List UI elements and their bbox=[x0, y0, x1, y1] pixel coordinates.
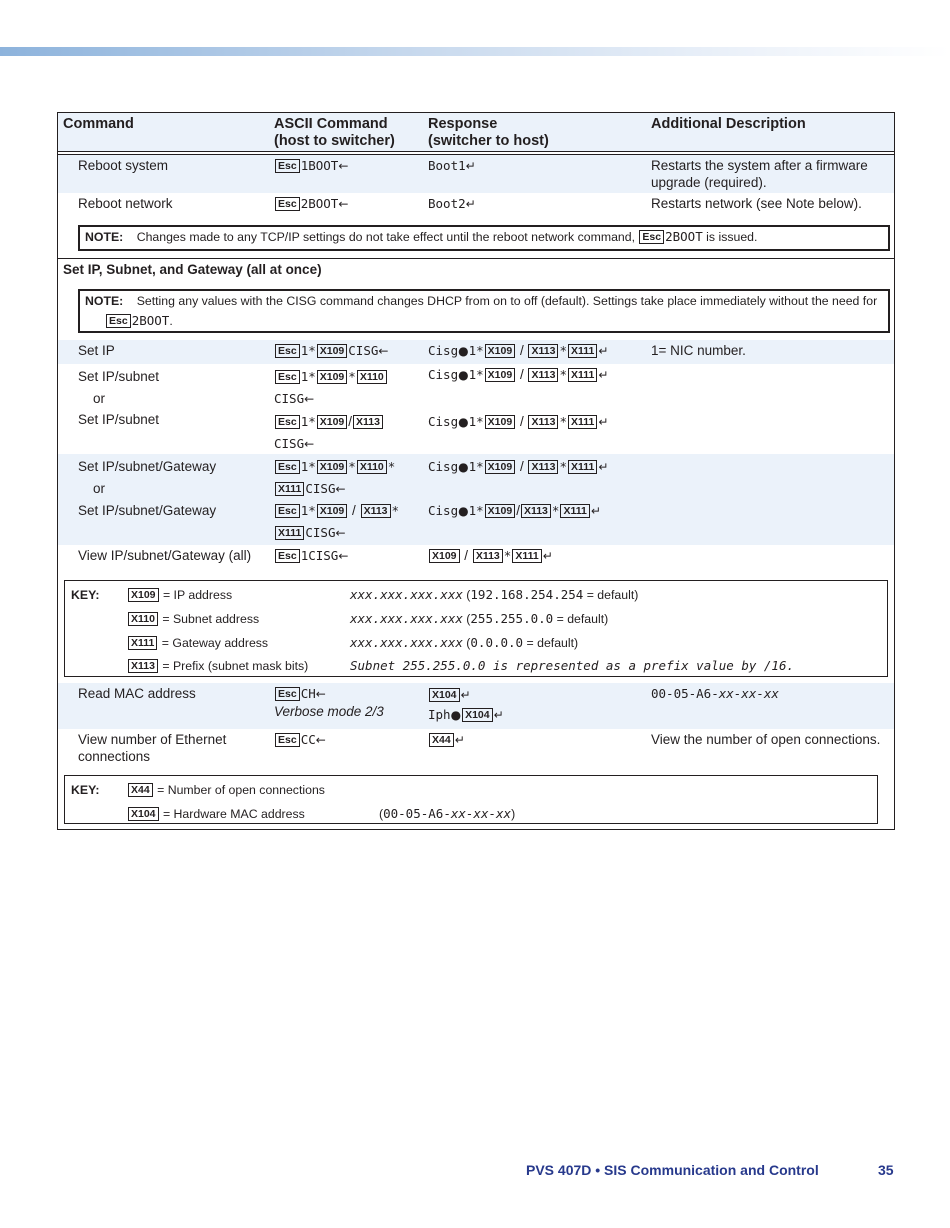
row-label: Set IP/subnet bbox=[78, 369, 160, 384]
response bbox=[428, 157, 476, 175]
space-dot-icon: ● bbox=[458, 415, 469, 429]
command-text: 1BOOT bbox=[300, 158, 339, 173]
token: * bbox=[391, 503, 400, 518]
key-paren: ( bbox=[462, 636, 471, 650]
key-format: xxx.xxx.xxx.xxx bbox=[350, 611, 463, 626]
esc-key-icon: Esc bbox=[275, 549, 300, 563]
variable-box: X104 bbox=[462, 708, 493, 722]
send-arrow-icon: ← bbox=[335, 482, 346, 496]
token: CISG bbox=[274, 391, 305, 406]
token: * bbox=[551, 503, 560, 518]
variable-box: X109 bbox=[317, 415, 348, 429]
space-dot-icon: ● bbox=[450, 708, 462, 722]
row-set-ip-subnet-2 bbox=[58, 409, 894, 454]
token: 1 bbox=[300, 369, 309, 384]
footer-title: PVS 407D • SIS Communication and Control bbox=[526, 1162, 819, 1178]
ascii-command bbox=[274, 195, 348, 213]
token: 1 bbox=[468, 459, 477, 474]
esc-key-icon: Esc bbox=[275, 159, 300, 173]
variable-box: X113 bbox=[528, 344, 558, 358]
space-dot-icon: ● bbox=[458, 368, 469, 382]
enter-icon: ↵ bbox=[598, 415, 609, 429]
key-paren: ( bbox=[462, 612, 471, 626]
token: / bbox=[352, 503, 356, 518]
key-value bbox=[379, 806, 515, 822]
token: * bbox=[387, 459, 396, 474]
page-number: 35 bbox=[878, 1162, 894, 1178]
row-label: Read MAC address bbox=[78, 686, 196, 701]
row-label: Set IP/subnet bbox=[78, 412, 160, 427]
key-paren: ( bbox=[379, 807, 384, 821]
description: View the number of open connections. bbox=[651, 732, 881, 747]
variable-box: X113 bbox=[353, 415, 383, 429]
ascii-command bbox=[274, 547, 348, 565]
key-item bbox=[127, 635, 268, 651]
key-item bbox=[127, 587, 232, 603]
token: * bbox=[476, 459, 484, 474]
note-label: NOTE: bbox=[85, 230, 124, 244]
response bbox=[428, 731, 465, 749]
enter-icon: ↵ bbox=[590, 504, 601, 518]
key-item bbox=[127, 782, 325, 798]
variable-box: X109 bbox=[429, 549, 460, 563]
table-header bbox=[58, 113, 894, 151]
response bbox=[428, 547, 553, 565]
variable-box: X111 bbox=[568, 368, 597, 382]
response-text: Iph bbox=[428, 707, 451, 722]
ascii-command bbox=[274, 411, 384, 455]
ascii-command bbox=[274, 731, 326, 749]
variable-box: X109 bbox=[485, 368, 516, 382]
variable-box: X113 bbox=[528, 415, 558, 429]
token: * bbox=[308, 343, 316, 358]
response bbox=[428, 685, 504, 725]
variable-box: X110 bbox=[357, 460, 387, 474]
key-desc: = Number of open connections bbox=[157, 783, 325, 797]
space-dot-icon: ● bbox=[458, 344, 469, 358]
enter-icon: ↵ bbox=[598, 344, 609, 358]
response bbox=[428, 456, 608, 522]
row-reboot-system bbox=[58, 155, 894, 193]
token: CISG bbox=[305, 525, 336, 540]
variable-box: X109 bbox=[317, 460, 348, 474]
token: / bbox=[519, 343, 524, 358]
variable-box: X111 bbox=[128, 636, 157, 650]
token: * bbox=[348, 459, 356, 474]
esc-key-icon: Esc bbox=[639, 230, 664, 244]
row-label: View number of Ethernet bbox=[78, 732, 227, 747]
enter-icon: ↵ bbox=[465, 197, 476, 211]
token: CISG bbox=[274, 436, 305, 451]
section-divider bbox=[58, 258, 894, 259]
token: / bbox=[348, 414, 353, 429]
key-suffix: = default) bbox=[523, 636, 579, 650]
variable-box: X110 bbox=[357, 370, 387, 384]
token: * bbox=[308, 369, 316, 384]
esc-key-icon: Esc bbox=[275, 460, 300, 474]
enter-icon: ↵ bbox=[465, 159, 476, 173]
response bbox=[428, 342, 608, 360]
token: Cisg bbox=[428, 367, 459, 382]
key-value bbox=[350, 611, 608, 627]
key-default: 255.255.0.0 bbox=[470, 611, 554, 626]
key-default: 192.168.254.254 bbox=[470, 587, 584, 602]
command-table bbox=[57, 112, 895, 830]
row-ethernet-connections bbox=[58, 729, 894, 769]
variable-box: X44 bbox=[429, 733, 454, 747]
send-arrow-icon: ← bbox=[315, 687, 326, 701]
row-label-block bbox=[78, 366, 159, 410]
token: CISG bbox=[305, 481, 336, 496]
token: * bbox=[308, 414, 316, 429]
key-value bbox=[350, 587, 638, 603]
row-label: Set IP/subnet/Gateway bbox=[78, 503, 217, 518]
row-label: Set IP bbox=[78, 343, 115, 358]
header-response-line2: (switcher to host) bbox=[428, 133, 549, 149]
key-item bbox=[127, 658, 308, 674]
send-arrow-icon: ← bbox=[338, 549, 349, 563]
ascii-command bbox=[274, 366, 388, 410]
key-desc: = Prefix (subnet mask bits) bbox=[162, 659, 309, 673]
row-label: connections bbox=[78, 749, 151, 764]
variable-box: X113 bbox=[528, 460, 558, 474]
token: 1 bbox=[300, 503, 309, 518]
enter-icon: ↵ bbox=[598, 368, 609, 382]
variable-box: X111 bbox=[568, 344, 597, 358]
token: 1CISG bbox=[300, 548, 339, 563]
send-arrow-icon: ← bbox=[304, 437, 315, 451]
note-label: NOTE: bbox=[85, 294, 124, 308]
token: * bbox=[559, 367, 567, 382]
variable-box: X104 bbox=[429, 688, 460, 702]
send-arrow-icon: ← bbox=[338, 159, 349, 173]
ascii-command bbox=[274, 342, 388, 360]
variable-box: X109 bbox=[317, 344, 348, 358]
key-desc: = Gateway address bbox=[161, 636, 269, 650]
mac-prefix: 00-05-A6- bbox=[383, 806, 451, 821]
token: 1 bbox=[300, 343, 309, 358]
variable-box: X113 bbox=[521, 504, 551, 518]
description: 1= NIC number. bbox=[651, 343, 746, 358]
variable-box: X111 bbox=[568, 415, 597, 429]
row-label-block bbox=[78, 456, 216, 522]
mac-prefix: 00-05-A6- bbox=[651, 686, 719, 701]
response-text: Boot1 bbox=[428, 158, 466, 173]
top-gradient-bar bbox=[0, 47, 950, 56]
key-value bbox=[350, 658, 794, 674]
enter-icon: ↵ bbox=[460, 688, 471, 702]
note-tail: . bbox=[169, 314, 173, 328]
send-arrow-icon: ← bbox=[378, 344, 389, 358]
variable-box: X111 bbox=[560, 504, 589, 518]
send-arrow-icon: ← bbox=[304, 392, 315, 406]
token: * bbox=[559, 414, 567, 429]
variable-box: X113 bbox=[361, 504, 391, 518]
variable-box: X109 bbox=[485, 344, 516, 358]
variable-box: X113 bbox=[528, 368, 558, 382]
command-text: 2BOOT bbox=[300, 196, 339, 211]
header-description: Additional Description bbox=[651, 116, 806, 132]
header-command: Command bbox=[63, 116, 134, 132]
token: / bbox=[464, 548, 469, 563]
header-divider-1 bbox=[58, 151, 894, 152]
variable-box: X109 bbox=[317, 504, 348, 518]
key-box-ip bbox=[64, 580, 888, 677]
token: Cisg bbox=[428, 459, 459, 474]
row-reboot-network bbox=[58, 193, 894, 223]
esc-key-icon: Esc bbox=[275, 344, 300, 358]
note-command: 2BOOT bbox=[131, 313, 170, 328]
note-cisg bbox=[78, 289, 890, 333]
header-ascii bbox=[274, 116, 395, 150]
variable-box: X113 bbox=[128, 659, 158, 673]
token: * bbox=[348, 369, 356, 384]
token: * bbox=[559, 459, 567, 474]
esc-key-icon: Esc bbox=[275, 687, 300, 701]
esc-key-icon: Esc bbox=[106, 314, 131, 328]
token: * bbox=[503, 548, 512, 563]
key-paren: ) bbox=[511, 807, 516, 821]
description: Restarts the system after a firmware upgrade (required). bbox=[651, 158, 868, 190]
header-response-line1: Response bbox=[428, 116, 498, 132]
space-dot-icon: ● bbox=[458, 504, 469, 518]
header-response bbox=[428, 116, 549, 150]
token: Cisg bbox=[428, 343, 459, 358]
token: / bbox=[516, 503, 520, 518]
header-ascii-line2: (host to switcher) bbox=[274, 133, 395, 149]
key-item bbox=[127, 611, 259, 627]
row-label: Set IP/subnet/Gateway bbox=[78, 459, 217, 474]
row-set-ip-subnet-1 bbox=[58, 364, 894, 409]
row-label: Reboot system bbox=[78, 158, 169, 173]
row-label: View IP/subnet/Gateway (all) bbox=[78, 548, 252, 563]
variable-box: X109 bbox=[485, 504, 516, 518]
token: * bbox=[308, 459, 316, 474]
key-suffix: = default) bbox=[583, 588, 639, 602]
send-arrow-icon: ← bbox=[335, 526, 346, 540]
variable-box: X111 bbox=[275, 482, 304, 496]
esc-key-icon: Esc bbox=[275, 415, 300, 429]
token: 1 bbox=[468, 503, 477, 518]
ascii-command bbox=[274, 157, 348, 175]
token: 1 bbox=[300, 414, 309, 429]
note-reboot bbox=[78, 225, 890, 251]
key-label: KEY: bbox=[71, 783, 100, 797]
note-text: Changes made to any TCP/IP settings do not take effect until the reboot network command, bbox=[136, 230, 635, 244]
key-desc: = IP address bbox=[162, 588, 233, 602]
variable-box: X109 bbox=[317, 370, 348, 384]
send-arrow-icon: ← bbox=[315, 733, 326, 747]
key-desc: = Subnet address bbox=[162, 612, 260, 626]
note-text: Setting any values with the CISG command changes DHCP from on to off (default). Settings take place immediately without the need for bbox=[136, 294, 878, 308]
verbose-note: Verbose mode 2/3 bbox=[274, 704, 384, 719]
variable-box: X111 bbox=[512, 549, 541, 563]
token: Cisg bbox=[428, 414, 459, 429]
variable-box: X111 bbox=[568, 460, 597, 474]
description: Restarts network (see Note below). bbox=[651, 196, 862, 211]
variable-box: X109 bbox=[485, 460, 516, 474]
mac-suffix: xx-xx-xx bbox=[718, 686, 779, 701]
variable-box: X111 bbox=[275, 526, 304, 540]
token: * bbox=[476, 414, 484, 429]
token: / bbox=[519, 459, 524, 474]
description bbox=[651, 685, 891, 702]
response-text: Boot2 bbox=[428, 196, 466, 211]
row-read-mac bbox=[58, 683, 894, 729]
key-value bbox=[350, 635, 578, 651]
row-label-block bbox=[78, 731, 226, 765]
note-tail: is issued. bbox=[706, 230, 758, 244]
enter-icon: ↵ bbox=[454, 733, 465, 747]
header-ascii-line1: ASCII Command bbox=[274, 116, 388, 132]
key-paren: ( bbox=[462, 588, 471, 602]
token: * bbox=[476, 367, 484, 382]
ascii-command bbox=[274, 685, 384, 720]
token: Cisg bbox=[428, 503, 459, 518]
key-item bbox=[127, 806, 305, 822]
esc-key-icon: Esc bbox=[275, 197, 300, 211]
ascii-command bbox=[274, 456, 399, 544]
token: 1 bbox=[300, 459, 309, 474]
key-box-mac bbox=[64, 775, 878, 824]
esc-key-icon: Esc bbox=[275, 733, 300, 747]
enter-icon: ↵ bbox=[493, 708, 504, 722]
command-text: CC bbox=[300, 732, 316, 747]
token: CISG bbox=[348, 343, 379, 358]
variable-box: X104 bbox=[128, 807, 159, 821]
note-command: 2BOOT bbox=[665, 229, 703, 244]
variable-box: X109 bbox=[128, 588, 159, 602]
row-or: or bbox=[93, 391, 106, 406]
send-arrow-icon: ← bbox=[338, 197, 349, 211]
variable-box: X109 bbox=[485, 415, 516, 429]
esc-key-icon: Esc bbox=[275, 504, 300, 518]
token: * bbox=[559, 343, 567, 358]
key-label: KEY: bbox=[71, 588, 100, 602]
key-format: Subnet 255.255.0.0 is represented as a prefix value by /16. bbox=[350, 658, 795, 673]
row-view-ip-all bbox=[58, 545, 894, 575]
section-title: Set IP, Subnet, and Gateway (all at once) bbox=[63, 262, 322, 277]
variable-box: X110 bbox=[128, 612, 158, 626]
token: 1 bbox=[468, 343, 477, 358]
token: * bbox=[308, 503, 316, 518]
key-format: xxx.xxx.xxx.xxx bbox=[350, 635, 463, 650]
row-label: Reboot network bbox=[78, 196, 173, 211]
command-text: CH bbox=[300, 686, 316, 701]
enter-icon: ↵ bbox=[542, 549, 553, 563]
key-format: xxx.xxx.xxx.xxx bbox=[350, 587, 463, 602]
response bbox=[428, 413, 608, 431]
enter-icon: ↵ bbox=[598, 460, 609, 474]
key-suffix: = default) bbox=[553, 612, 609, 626]
variable-box: X44 bbox=[128, 783, 153, 797]
token: 1 bbox=[468, 367, 477, 382]
esc-key-icon: Esc bbox=[275, 370, 300, 384]
response bbox=[428, 366, 608, 384]
row-gateway-block bbox=[58, 454, 894, 545]
key-default: 0.0.0.0 bbox=[470, 635, 524, 650]
row-set-ip bbox=[58, 340, 894, 364]
mac-suffix: xx-xx-xx bbox=[450, 806, 512, 821]
variable-box: X113 bbox=[473, 549, 503, 563]
token: * bbox=[476, 503, 484, 518]
response bbox=[428, 195, 476, 213]
row-or: or bbox=[93, 481, 106, 496]
token: / bbox=[519, 414, 524, 429]
key-desc: = Hardware MAC address bbox=[162, 807, 305, 821]
space-dot-icon: ● bbox=[458, 460, 469, 474]
token: 1 bbox=[468, 414, 477, 429]
token: * bbox=[476, 343, 484, 358]
token: / bbox=[519, 367, 524, 382]
